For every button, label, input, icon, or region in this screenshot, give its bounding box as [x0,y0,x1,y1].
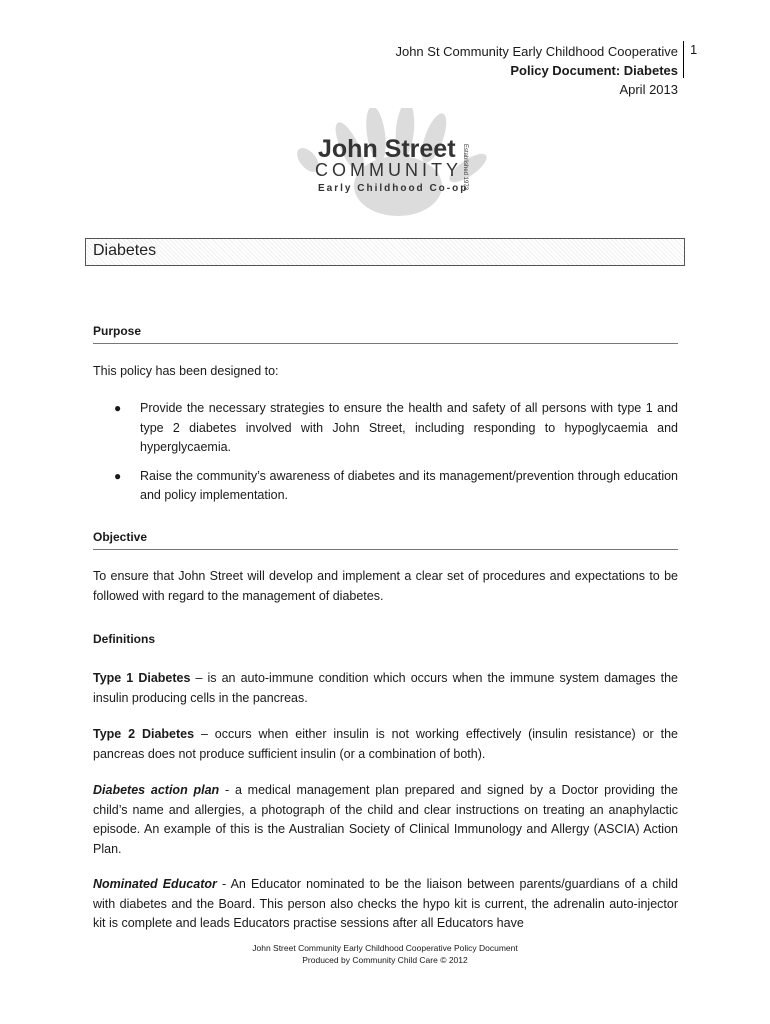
definition-term: Type 1 Diabetes [93,671,191,685]
definition-text: a medical management plan prepared and signed by a Doctor providing the child’s name and allergies, a photograph of the child and clear instructions on treating an anaphylactic episode. An example of this is the Australian Society of Clinical Immunology and Allergy (ASCIA) Action Plan. [93,783,679,856]
section-definitions [93,632,678,651]
definition-text: An Educator nominated to be the liaison between parents/guardians of a child with diabetes and the Board. This person also checks the hypo kit is current, the adrenalin auto-injector kit is complete and leads Educators practise sessions after all Educators have [93,877,678,930]
policy-title-box [85,238,685,266]
john-street-logo [278,108,508,222]
definition-type2: Type 2 Diabetes – occurs when either insulin is not working effectively (insulin resistance) or the pancreas does not produce sufficient insulin (or a combination of both). [93,727,678,761]
definition-nominated-educator: Nominated Educator - An Educator nominated to be the liaison between parents/guardians of a child with diabetes and the Board. This person also checks the hypo kit is current, the adrenalin auto-injector kit is complete and leads Educators practise sessions after all Educators have [93,877,678,930]
purpose-heading: Purpose [93,324,678,344]
definition-action-plan: Diabetes action plan - a medical management plan prepared and signed by a Doctor providing the child’s name and allergies, a photograph of the child and clear instructions on treating an anaphylactic episode. An example of this is the Australian Society of Clinical Immunology and Allergy (ASCIA) Action Plan. [93,783,679,856]
bullet-icon: ● [114,401,122,415]
objective-heading: Objective [93,530,678,550]
definition-text: occurs when either insulin is not working effectively (insulin resistance) or the pancreas does not produce sufficient insulin (or a combination of both). [93,727,678,761]
purpose-bullet-list [112,399,678,515]
list-item: ● Provide the necessary strategies to ensure the health and safety of all persons with type 1 and type 2 diabetes involved with John Street, including responding to hypoglycaemia and hyperglycaemia. [114,401,678,454]
definition-term: Nominated Educator [93,877,217,891]
svg-text:COMMUNITY: COMMUNITY [315,160,462,180]
footer-line-1: John Street Community Early Childhood Cooperative Policy Document [252,943,518,953]
section-purpose [93,324,678,344]
section-objective [93,530,678,550]
definitions-heading: Definitions [93,632,155,646]
header-date: April 2013 [619,82,678,97]
header-divider [683,41,684,78]
document-header [395,42,678,99]
svg-text:John Street: John Street [318,135,456,163]
purpose-intro: This policy has been designed to: [93,364,279,378]
header-organisation: John St Community Early Childhood Cooperative [395,44,678,59]
svg-text:Early Childhood Co-op: Early Childhood Co-op [318,183,469,194]
page-number: 1 [690,42,698,57]
document-footer [0,942,770,966]
definition-term: Type 2 Diabetes [93,727,195,741]
definition-type1: Type 1 Diabetes – is an auto-immune condition which occurs when the immune system damages the insulin producing cells in the pancreas. [93,671,678,705]
objective-text: To ensure that John Street will develop and implement a clear set of procedures and expectations to be followed with regard to the management of diabetes. [93,569,678,603]
svg-text:Established 1973: Established 1973 [462,144,468,191]
policy-title: Diabetes [93,242,157,259]
bullet-icon: ● [114,468,122,483]
definition-term: Diabetes action plan [93,783,220,797]
list-item: ● Raise the community’s awareness of diabetes and its management/prevention through education and policy implementation. [114,468,678,502]
definition-text: is an auto-immune condition which occurs when the immune system damages the insulin producing cells in the pancreas. [93,671,678,705]
footer-line-2: Produced by Community Child Care © 2012 [302,955,468,965]
header-document-title: Policy Document: Diabetes [510,63,678,78]
